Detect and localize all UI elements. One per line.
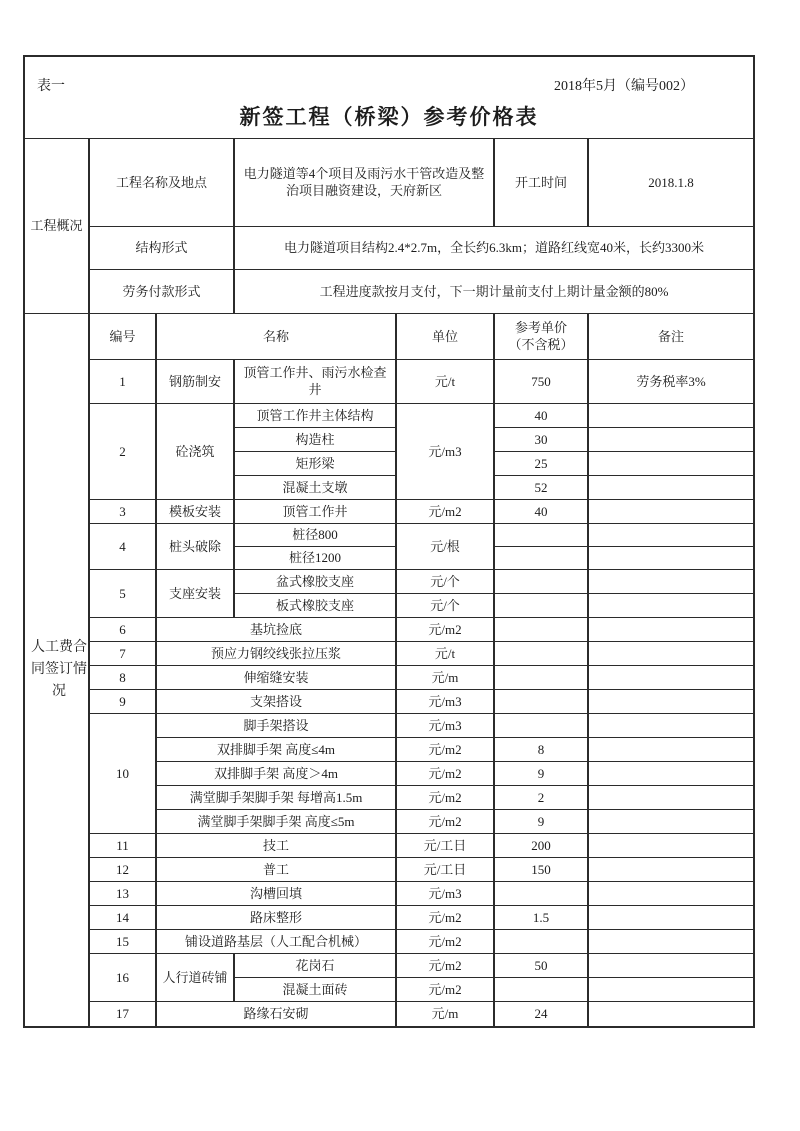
note-cell <box>588 475 754 499</box>
price-cell <box>494 881 588 905</box>
note-cell <box>588 641 754 665</box>
table-row <box>24 1001 754 1027</box>
name-cell: 矩形梁 <box>234 451 396 475</box>
note-cell <box>588 881 754 905</box>
note-cell <box>588 1001 754 1027</box>
name-cell: 双排脚手架 高度＞4m <box>156 761 396 785</box>
start-time-value: 2018.1.8 <box>588 138 754 226</box>
project-name-value: 电力隧道等4个项目及雨污水干管改造及整治项目融资建设，天府新区 <box>234 138 494 226</box>
unit-cell: 元/m3 <box>396 403 494 499</box>
unit-cell: 元/m3 <box>396 713 494 737</box>
table-row <box>24 833 754 857</box>
note-cell: 劳务税率3% <box>588 359 754 403</box>
labor-section-cell <box>24 313 89 1027</box>
note-cell <box>588 857 754 881</box>
table-row <box>24 713 754 737</box>
price-cell: 200 <box>494 833 588 857</box>
title-topline <box>29 68 749 95</box>
name-cell: 支架搭设 <box>156 689 396 713</box>
no-cell: 2 <box>89 403 156 499</box>
no-cell: 9 <box>89 689 156 713</box>
unit-cell: 元/个 <box>396 593 494 617</box>
price-cell: 40 <box>494 499 588 523</box>
table-row <box>24 403 754 427</box>
unit-cell: 元/m3 <box>396 881 494 905</box>
category-cell: 砼浇筑 <box>156 403 234 499</box>
price-cell <box>494 977 588 1001</box>
unit-cell: 元/m2 <box>396 785 494 809</box>
note-cell <box>588 809 754 833</box>
table-row <box>24 929 754 953</box>
unit-cell: 元/根 <box>396 523 494 569</box>
name-cell: 顶管工作井主体结构 <box>234 403 396 427</box>
price-cell <box>494 641 588 665</box>
category-cell: 钢筋制安 <box>156 359 234 403</box>
name-cell: 顶管工作井、雨污水检查井 <box>234 359 396 403</box>
price-cell <box>494 546 588 569</box>
name-cell: 技工 <box>156 833 396 857</box>
note-cell <box>588 929 754 953</box>
table-row <box>24 881 754 905</box>
start-time-label: 开工时间 <box>494 138 588 226</box>
project-name-label: 工程名称及地点 <box>89 138 234 226</box>
structure-value: 电力隧道项目结构2.4*2.7m，全长约6.3km；道路红线宽40米，长约3300米 <box>234 226 754 269</box>
no-cell: 5 <box>89 569 156 617</box>
price-cell <box>494 665 588 689</box>
table-row <box>24 857 754 881</box>
note-cell <box>588 499 754 523</box>
no-cell: 16 <box>89 953 156 1001</box>
structure-label: 结构形式 <box>89 226 234 269</box>
unit-cell: 元/m2 <box>396 737 494 761</box>
note-cell <box>588 427 754 451</box>
name-cell: 满堂脚手架脚手架 每增高1.5m <box>156 785 396 809</box>
no-cell: 1 <box>89 359 156 403</box>
unit-cell: 元/m2 <box>396 617 494 641</box>
price-cell: 8 <box>494 737 588 761</box>
price-cell: 1.5 <box>494 905 588 929</box>
no-cell: 6 <box>89 617 156 641</box>
price-cell: 50 <box>494 953 588 977</box>
note-cell <box>588 546 754 569</box>
col-header-price <box>494 313 588 359</box>
no-cell: 8 <box>89 665 156 689</box>
note-cell <box>588 523 754 546</box>
table-row <box>24 953 754 977</box>
no-cell: 11 <box>89 833 156 857</box>
name-cell: 构造柱 <box>234 427 396 451</box>
payment-value: 工程进度款按月支付，下一期计量前支付上期计量金额的80% <box>234 269 754 313</box>
price-cell <box>494 929 588 953</box>
price-cell: 2 <box>494 785 588 809</box>
price-cell: 750 <box>494 359 588 403</box>
name-cell: 路床整形 <box>156 905 396 929</box>
unit-cell: 元/m2 <box>396 761 494 785</box>
no-cell: 14 <box>89 905 156 929</box>
name-cell: 基坑捡底 <box>156 617 396 641</box>
no-cell: 15 <box>89 929 156 953</box>
name-cell: 预应力钢绞线张拉压浆 <box>156 641 396 665</box>
table-row <box>24 641 754 665</box>
category-cell: 桩头破除 <box>156 523 234 569</box>
no-cell: 10 <box>89 713 156 833</box>
unit-cell: 元/t <box>396 641 494 665</box>
price-cell <box>494 713 588 737</box>
title-block <box>24 56 754 138</box>
name-cell: 伸缩缝安装 <box>156 665 396 689</box>
category-cell: 模板安装 <box>156 499 234 523</box>
price-cell <box>494 593 588 617</box>
category-cell: 支座安装 <box>156 569 234 617</box>
unit-cell: 元/m <box>396 1001 494 1027</box>
note-cell <box>588 617 754 641</box>
table-row <box>24 523 754 546</box>
name-cell: 顶管工作井 <box>234 499 396 523</box>
note-cell <box>588 689 754 713</box>
unit-cell: 元/工日 <box>396 833 494 857</box>
sheet-label: 表一 <box>37 79 65 95</box>
col-header-price-line1: 参考单价 <box>514 320 567 335</box>
table-row <box>24 617 754 641</box>
name-cell: 盆式橡胶支座 <box>234 569 396 593</box>
note-cell <box>588 905 754 929</box>
name-cell: 桩径1200 <box>234 546 396 569</box>
col-header-price-line2: （不含税） <box>508 337 574 352</box>
name-cell: 路缘石安砌 <box>156 1001 396 1027</box>
unit-cell: 元/m2 <box>396 499 494 523</box>
unit-cell: 元/m3 <box>396 689 494 713</box>
price-cell: 25 <box>494 451 588 475</box>
name-cell: 脚手架搭设 <box>156 713 396 737</box>
price-cell <box>494 617 588 641</box>
price-cell <box>494 569 588 593</box>
note-cell <box>588 593 754 617</box>
name-cell: 板式橡胶支座 <box>234 593 396 617</box>
no-cell: 12 <box>89 857 156 881</box>
col-header-no: 编号 <box>89 313 156 359</box>
price-cell: 52 <box>494 475 588 499</box>
note-cell <box>588 977 754 1001</box>
note-cell <box>588 761 754 785</box>
unit-cell: 元/t <box>396 359 494 403</box>
note-cell <box>588 451 754 475</box>
name-cell: 桩径800 <box>234 523 396 546</box>
name-cell: 混凝土支墩 <box>234 475 396 499</box>
doc-title: 新签工程（桥梁）参考价格表 <box>239 105 539 130</box>
note-cell <box>588 785 754 809</box>
col-header-note: 备注 <box>588 313 754 359</box>
category-cell: 人行道砖铺 <box>156 953 234 1001</box>
table-row <box>24 359 754 403</box>
note-cell <box>588 737 754 761</box>
note-cell <box>588 403 754 427</box>
price-cell: 150 <box>494 857 588 881</box>
col-header-name: 名称 <box>156 313 396 359</box>
name-cell: 满堂脚手架脚手架 高度≤5m <box>156 809 396 833</box>
unit-cell: 元/m2 <box>396 953 494 977</box>
no-cell: 17 <box>89 1001 156 1027</box>
table-row <box>24 499 754 523</box>
price-table <box>23 55 755 1028</box>
note-cell <box>588 713 754 737</box>
note-cell <box>588 833 754 857</box>
labor-section-label: 人工费合同签订情况 <box>31 639 87 699</box>
table-row <box>24 569 754 593</box>
name-cell: 混凝土面砖 <box>234 977 396 1001</box>
note-cell <box>588 665 754 689</box>
price-cell <box>494 523 588 546</box>
price-cell: 40 <box>494 403 588 427</box>
unit-cell: 元/m2 <box>396 977 494 1001</box>
payment-label: 劳务付款形式 <box>89 269 234 313</box>
table-row <box>24 689 754 713</box>
unit-cell: 元/m <box>396 665 494 689</box>
unit-cell: 元/m2 <box>396 809 494 833</box>
no-cell: 3 <box>89 499 156 523</box>
price-cell: 9 <box>494 761 588 785</box>
note-cell <box>588 569 754 593</box>
issue-date: 2018年5月（编号002） <box>554 79 695 95</box>
overview-section-label: 工程概况 <box>24 138 89 313</box>
unit-cell: 元/个 <box>396 569 494 593</box>
unit-cell: 元/m2 <box>396 929 494 953</box>
price-cell: 24 <box>494 1001 588 1027</box>
unit-cell: 元/工日 <box>396 857 494 881</box>
note-cell <box>588 953 754 977</box>
price-cell: 9 <box>494 809 588 833</box>
table-row <box>24 905 754 929</box>
col-header-unit: 单位 <box>396 313 494 359</box>
unit-cell: 元/m2 <box>396 905 494 929</box>
price-cell: 30 <box>494 427 588 451</box>
no-cell: 13 <box>89 881 156 905</box>
name-cell: 沟槽回填 <box>156 881 396 905</box>
no-cell: 4 <box>89 523 156 569</box>
table-row <box>24 665 754 689</box>
name-cell: 普工 <box>156 857 396 881</box>
name-cell: 双排脚手架 高度≤4m <box>156 737 396 761</box>
name-cell: 花岗石 <box>234 953 396 977</box>
no-cell: 7 <box>89 641 156 665</box>
name-cell: 铺设道路基层（人工配合机械） <box>156 929 396 953</box>
price-cell <box>494 689 588 713</box>
